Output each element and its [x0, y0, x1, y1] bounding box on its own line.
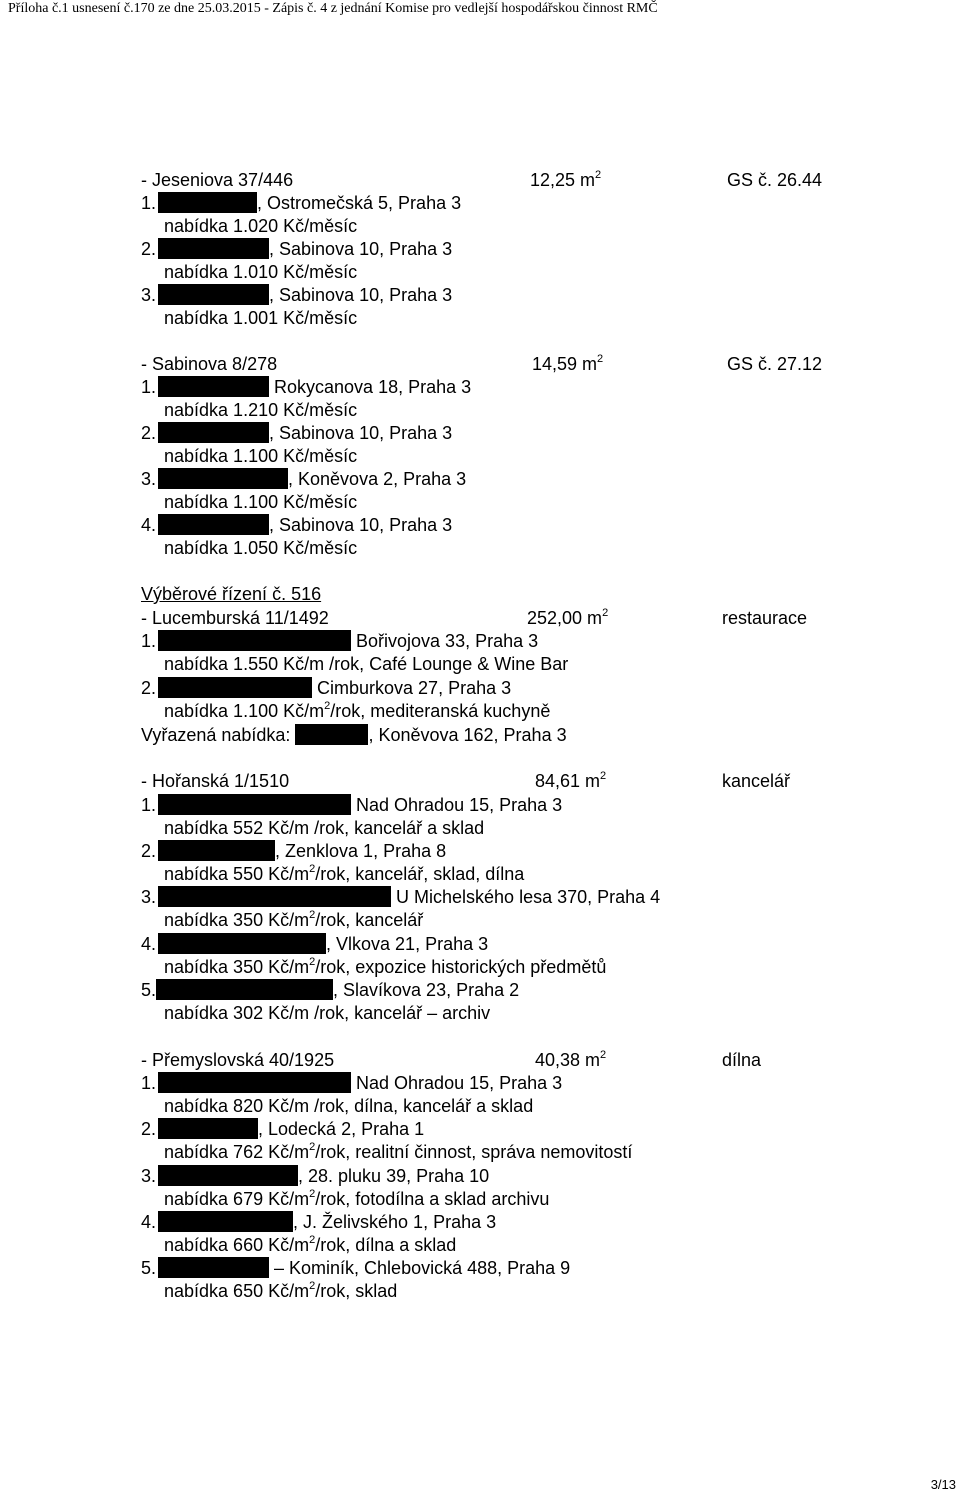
- page-number: 3/13: [930, 1477, 956, 1492]
- offer-price: nabídka 1.210 Kč/měsíc: [164, 400, 358, 420]
- redacted-block: [158, 630, 351, 651]
- redacted-block: [295, 724, 368, 745]
- property-use: dílna: [722, 1050, 762, 1070]
- offer-line: 3. , Sabinova 10, Praha 3: [141, 285, 453, 305]
- excluded-offer: Vyřazená nabídka: , Koněvova 162, Praha 3: [141, 725, 567, 745]
- offer-line: 1. Bořivojova 33, Praha 3: [141, 631, 539, 651]
- property-name: - Jeseniova 37/446: [141, 170, 294, 190]
- redacted-block: [158, 192, 257, 213]
- property-use: restaurace: [722, 608, 808, 628]
- redacted-block: [158, 933, 326, 954]
- offer-line: 3. , Koněvova 2, Praha 3: [141, 469, 467, 489]
- property-use: kancelář: [722, 771, 791, 791]
- offer-price: nabídka 350 $Kč/m^2$/rok, kancelář: [164, 909, 424, 930]
- offer-line: 1. , Ostromečská 5, Praha 3: [141, 193, 462, 213]
- offer-line: 5. , Slavíkova 23, Praha 2: [141, 980, 520, 1000]
- property-name: - Sabinova 8/278: [141, 354, 278, 374]
- offer-line: 4. , J. Želivského 1, Praha 3: [141, 1212, 497, 1232]
- redacted-block: [158, 238, 269, 259]
- redacted-block: [158, 514, 269, 535]
- offer-price: nabídka 1.100 Kč/měsíc: [164, 446, 358, 466]
- offer-price: nabídka 550 $Kč/m^2$/rok, kancelář, sklad, dílna: [164, 863, 525, 884]
- property-name: - Hořanská 1/1510: [141, 771, 290, 791]
- offer-line: 2. , Zenklova 1, Praha 8: [141, 841, 447, 861]
- offer-line: 4. , Sabinova 10, Praha 3: [141, 515, 453, 535]
- redacted-block: [158, 677, 312, 698]
- redacted-block: [158, 794, 351, 815]
- property-ref: GS č. 27.12: [727, 354, 823, 374]
- offer-price: nabídka 552 Kč/m /rok, kancelář a sklad: [164, 818, 485, 838]
- offer-line: 2. , Lodecká 2, Praha 1: [141, 1119, 425, 1139]
- redacted-block: [158, 1118, 258, 1139]
- property-area: 40,38 $m^2$: [535, 1049, 607, 1070]
- offer-price: nabídka 1.550 Kč/m /rok, Café Lounge & Wine Bar: [164, 654, 569, 674]
- offer-price: nabídka 820 Kč/m /rok, dílna, kancelář a sklad: [164, 1096, 534, 1116]
- offer-price: nabídka 1.050 Kč/měsíc: [164, 538, 358, 558]
- offer-line: 4. , Vlkova 21, Praha 3: [141, 934, 489, 954]
- offer-price: nabídka 679 $Kč/m^2$/rok, fotodílna a sklad archivu: [164, 1188, 550, 1209]
- offer-price: nabídka 1.001 Kč/měsíc: [164, 308, 358, 328]
- redacted-block: [158, 886, 391, 907]
- offer-line: 3. U Michelského lesa 370, Praha 4: [141, 887, 661, 907]
- offer-line: 1. Rokycanova 18, Praha 3: [141, 377, 472, 397]
- redacted-block: [158, 1072, 351, 1093]
- offer-price: nabídka 302 Kč/m /rok, kancelář – archiv: [164, 1003, 491, 1023]
- offer-line: 2. Cimburkova 27, Praha 3: [141, 678, 512, 698]
- redacted-block: [158, 284, 269, 305]
- property-ref: GS č. 26.44: [727, 170, 823, 190]
- property-area: 84,61 $m^2$: [535, 770, 607, 791]
- property-name: - Přemyslovská 40/1925: [141, 1050, 335, 1070]
- redacted-block: [158, 1211, 293, 1232]
- offer-price: nabídka 1.010 Kč/měsíc: [164, 262, 358, 282]
- offer-line: 3. , 28. pluku 39, Praha 10: [141, 1166, 490, 1186]
- offer-price: nabídka 1.020 Kč/měsíc: [164, 216, 358, 236]
- offer-price: nabídka 1.100 Kč/měsíc: [164, 492, 358, 512]
- redacted-block: [158, 376, 269, 397]
- redacted-block: [158, 1165, 298, 1186]
- redacted-block: [156, 979, 333, 1000]
- section-title: Výběrové řízení č. 516: [141, 584, 322, 604]
- offer-price: nabídka 1.100 $Kč/m^2$/rok, mediteranská kuchyně: [164, 700, 551, 721]
- offer-price: nabídka 650 $Kč/m^2$/rok, sklad: [164, 1280, 398, 1301]
- property-area: 12,25 $m^2$: [530, 169, 602, 190]
- property-area: 252,00 $m^2$: [527, 607, 609, 628]
- redacted-block: [158, 422, 269, 443]
- redacted-block: [158, 840, 275, 861]
- property-area: 14,59 $m^2$: [532, 353, 604, 374]
- offer-price: nabídka 350 $Kč/m^2$/rok, expozice historických předmětů: [164, 956, 607, 977]
- document-header: Příloha č.1 usnesení č.170 ze dne 25.03.2015 - Zápis č. 4 z jednání Komise pro vedlejší hospodářskou činnost RMČ: [8, 1, 658, 16]
- offer-line: 1. Nad Ohradou 15, Praha 3: [141, 1073, 563, 1093]
- offer-line: 1. Nad Ohradou 15, Praha 3: [141, 795, 563, 815]
- redacted-block: [158, 1257, 269, 1278]
- offer-price: nabídka 660 $Kč/m^2$/rok, dílna a sklad: [164, 1234, 457, 1255]
- offer-line: 2. , Sabinova 10, Praha 3: [141, 423, 453, 443]
- property-name: - Lucemburská 11/1492: [141, 608, 329, 628]
- redacted-block: [158, 468, 288, 489]
- offer-line: 5. – Kominík, Chlebovická 488, Praha 9: [141, 1258, 571, 1278]
- offer-line: 2. , Sabinova 10, Praha 3: [141, 239, 453, 259]
- offer-price: nabídka 762 $Kč/m^2$/rok, realitní činnost, správa nemovitostí: [164, 1141, 633, 1162]
